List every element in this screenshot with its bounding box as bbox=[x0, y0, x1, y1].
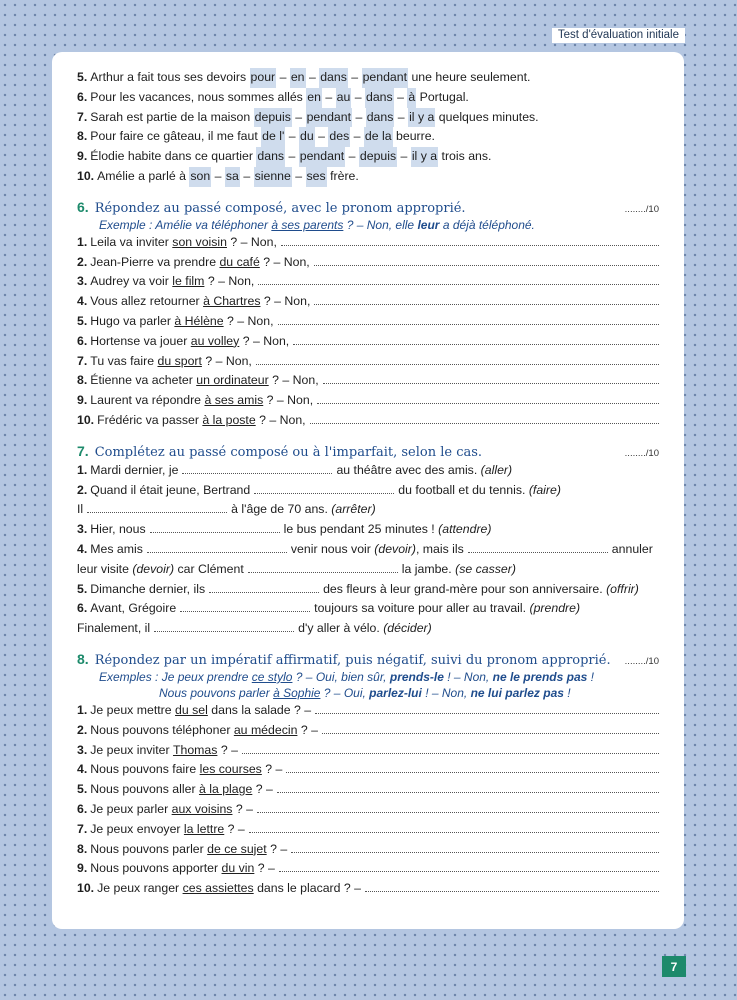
list-item: 9. Nous pouvons apporter du vin ? – bbox=[77, 859, 659, 879]
choice-option[interactable]: au bbox=[336, 88, 352, 108]
list-item: 6. Hortense va jouer au volley ? – Non, bbox=[77, 332, 659, 352]
list-item: Finalement, il d'y aller à vélo. (décider) bbox=[77, 621, 432, 636]
list-item: 10. Je peux ranger ces assiettes dans le placard ? – bbox=[77, 879, 659, 899]
list-item: 7. Sarah est partie de la maison depuis – pendant – dans – il y a quelques minutes. bbox=[77, 108, 659, 128]
list-item: 4. Vous allez retourner à Chartres ? – Non, bbox=[77, 292, 659, 312]
choice-option[interactable]: du bbox=[299, 127, 315, 147]
list-item: 4. Nous pouvons faire les courses ? – bbox=[77, 760, 659, 780]
answer-line[interactable] bbox=[314, 253, 659, 266]
answer-line[interactable] bbox=[291, 840, 659, 853]
choice-option[interactable]: dans bbox=[366, 108, 395, 128]
choice-option[interactable]: en bbox=[290, 68, 306, 88]
choice-option[interactable]: sa bbox=[225, 167, 240, 187]
choice-option[interactable]: des bbox=[328, 127, 350, 147]
answer-blank[interactable] bbox=[154, 619, 294, 632]
list-item: 8. Pour faire ce gâteau, il me faut de l' – du – des – de la beurre. bbox=[77, 127, 659, 147]
list-item: 9. Élodie habite dans ce quartier dans – pendant – depuis – il y a trois ans. bbox=[77, 147, 659, 167]
answer-line[interactable] bbox=[317, 391, 659, 404]
answer-line[interactable] bbox=[315, 701, 659, 714]
answer-line[interactable] bbox=[279, 859, 659, 872]
list-item: 7. Tu vas faire du sport ? – Non, bbox=[77, 352, 659, 372]
score-field: ......../10 bbox=[624, 203, 659, 215]
exercise-7-list bbox=[77, 461, 659, 639]
exercise-6-list bbox=[77, 233, 659, 431]
answer-blank[interactable] bbox=[468, 540, 608, 553]
choice-option[interactable]: depuis bbox=[359, 147, 397, 167]
exercise-7-title: 7. Complétez au passé composé ou à l'imparfait, selon le cas. ......../10 bbox=[77, 441, 659, 461]
choice-option[interactable]: à bbox=[407, 88, 416, 108]
list-item: 5. Arthur a fait tous ses devoirs pour – en – dans – pendant une heure seulement. bbox=[77, 68, 659, 88]
choice-option[interactable]: pour bbox=[250, 68, 277, 88]
choice-option[interactable]: son bbox=[189, 167, 211, 187]
answer-blank[interactable] bbox=[182, 461, 332, 474]
choice-option[interactable]: sienne bbox=[254, 167, 292, 187]
answer-line[interactable] bbox=[286, 760, 659, 773]
list-item: 7. Je peux envoyer la lettre ? – bbox=[77, 820, 659, 840]
header-tag: Test d'évaluation initiale bbox=[552, 28, 685, 43]
answer-line[interactable] bbox=[293, 332, 659, 345]
answer-line[interactable] bbox=[310, 411, 659, 424]
list-item: 6. Pour les vacances, nous sommes allés en – au – dans – à Portugal. bbox=[77, 88, 659, 108]
answer-blank[interactable] bbox=[87, 500, 227, 513]
list-item: 1. Je peux mettre du sel dans la salade ? – bbox=[77, 701, 659, 721]
choice-option[interactable]: de la bbox=[364, 127, 393, 147]
answer-blank[interactable] bbox=[150, 520, 280, 533]
list-item: Il à l'âge de 70 ans. (arrêter) bbox=[77, 502, 376, 517]
list-item: 9. Laurent va répondre à ses amis ? – Non, bbox=[77, 391, 659, 411]
answer-line[interactable] bbox=[365, 879, 659, 892]
answer-line[interactable] bbox=[314, 292, 659, 305]
list-item: 3. Hier, nous le bus pendant 25 minutes ! (attendre) bbox=[77, 522, 492, 537]
choice-option[interactable]: pendant bbox=[299, 147, 345, 167]
list-item: 5. Hugo va parler à Hélène ? – Non, bbox=[77, 312, 659, 332]
list-item: 4. Mes amis venir nous voir (devoir) , mais ils annuler bbox=[77, 541, 653, 556]
list-item: 2. Jean-Pierre va prendre du café ? – Non, bbox=[77, 253, 659, 273]
choice-option[interactable]: en bbox=[306, 88, 322, 108]
answer-blank[interactable] bbox=[209, 580, 319, 593]
answer-line[interactable] bbox=[258, 272, 659, 285]
answer-line[interactable] bbox=[257, 800, 659, 813]
list-item: 2. Quand il était jeune, Bertrand du football et du tennis. (faire) bbox=[77, 482, 561, 497]
list-item: 10. Frédéric va passer à la poste ? – Non, bbox=[77, 411, 659, 431]
exercise-8-example: Exemples : Je peux prendre ce stylo ? – Oui, bien sûr, prends-le ! – Non, ne le prends pas ! bbox=[99, 669, 594, 684]
worksheet-content bbox=[77, 68, 659, 899]
list-item: 5. Nous pouvons aller à la plage ? – bbox=[77, 780, 659, 800]
list-item: 1. Leila va inviter son voisin ? – Non, bbox=[77, 233, 659, 253]
choice-option[interactable]: pendant bbox=[362, 68, 408, 88]
worksheet bbox=[52, 52, 684, 929]
answer-line[interactable] bbox=[277, 780, 659, 793]
answer-line[interactable] bbox=[278, 312, 659, 325]
answer-blank[interactable] bbox=[147, 540, 287, 553]
choice-option[interactable]: dans bbox=[256, 147, 285, 167]
list-item: 10. Amélie a parlé à son – sa – sienne – ses frère. bbox=[77, 167, 659, 187]
list-item: 1. Mardi dernier, je au théâtre avec des amis. (aller) bbox=[77, 462, 513, 477]
list-item: 6. Je peux parler aux voisins ? – bbox=[77, 800, 659, 820]
page-number: 7 bbox=[662, 956, 686, 977]
list-item: leur visite (devoir) car Clément la jambe. (se casser) bbox=[77, 561, 516, 576]
list-item: 2. Nous pouvons téléphoner au médecin ? – bbox=[77, 721, 659, 741]
exercise-8-example-2: Nous pouvons parler à Sophie ? – Oui, parlez-lui ! – Non, ne lui parlez pas ! bbox=[159, 685, 571, 700]
exercise-6-example: Exemple : Amélie va téléphoner à ses parents ? – Non, elle leur a déjà téléphoné. bbox=[99, 217, 535, 232]
answer-line[interactable] bbox=[242, 741, 659, 754]
answer-line[interactable] bbox=[256, 352, 659, 365]
list-item: 8. Étienne va acheter un ordinateur ? – Non, bbox=[77, 371, 659, 391]
list-item: 3. Je peux inviter Thomas ? – bbox=[77, 741, 659, 761]
answer-line[interactable] bbox=[323, 371, 659, 384]
choice-option[interactable]: ses bbox=[306, 167, 327, 187]
score-field: ......../10 bbox=[624, 655, 659, 667]
exercise-6-title: 6. Répondez au passé composé, avec le pronom approprié. ......../10 bbox=[77, 197, 659, 217]
answer-blank[interactable] bbox=[254, 481, 394, 494]
answer-line[interactable] bbox=[249, 820, 659, 833]
list-item: 5. Dimanche dernier, ils des fleurs à leur grand-mère pour son anniversaire. (offrir) bbox=[77, 581, 639, 596]
choice-option[interactable]: dans bbox=[319, 68, 348, 88]
answer-blank[interactable] bbox=[180, 599, 310, 612]
answer-line[interactable] bbox=[281, 233, 659, 246]
choice-option[interactable]: depuis bbox=[254, 108, 292, 128]
choice-option[interactable]: il y a bbox=[411, 147, 438, 167]
exercise-8-title: 8. Répondez par un impératif affirmatif, puis négatif, suivi du pronom approprié. ......../10 bbox=[77, 649, 659, 669]
choice-option[interactable]: de l' bbox=[261, 127, 285, 147]
answer-line[interactable] bbox=[322, 721, 659, 734]
exercise-8-list bbox=[77, 701, 659, 899]
list-item: 8. Nous pouvons parler de ce sujet ? – bbox=[77, 840, 659, 860]
section5-list bbox=[77, 68, 659, 187]
answer-blank[interactable] bbox=[248, 560, 398, 573]
choice-option[interactable]: dans bbox=[365, 88, 394, 108]
list-item: 3. Audrey va voir le film ? – Non, bbox=[77, 272, 659, 292]
choice-option[interactable]: pendant bbox=[306, 108, 352, 128]
choice-option[interactable]: il y a bbox=[408, 108, 435, 128]
score-field: ......../10 bbox=[624, 447, 659, 459]
list-item: 6. Avant, Grégoire toujours sa voiture pour aller au travail. (prendre) bbox=[77, 601, 581, 616]
